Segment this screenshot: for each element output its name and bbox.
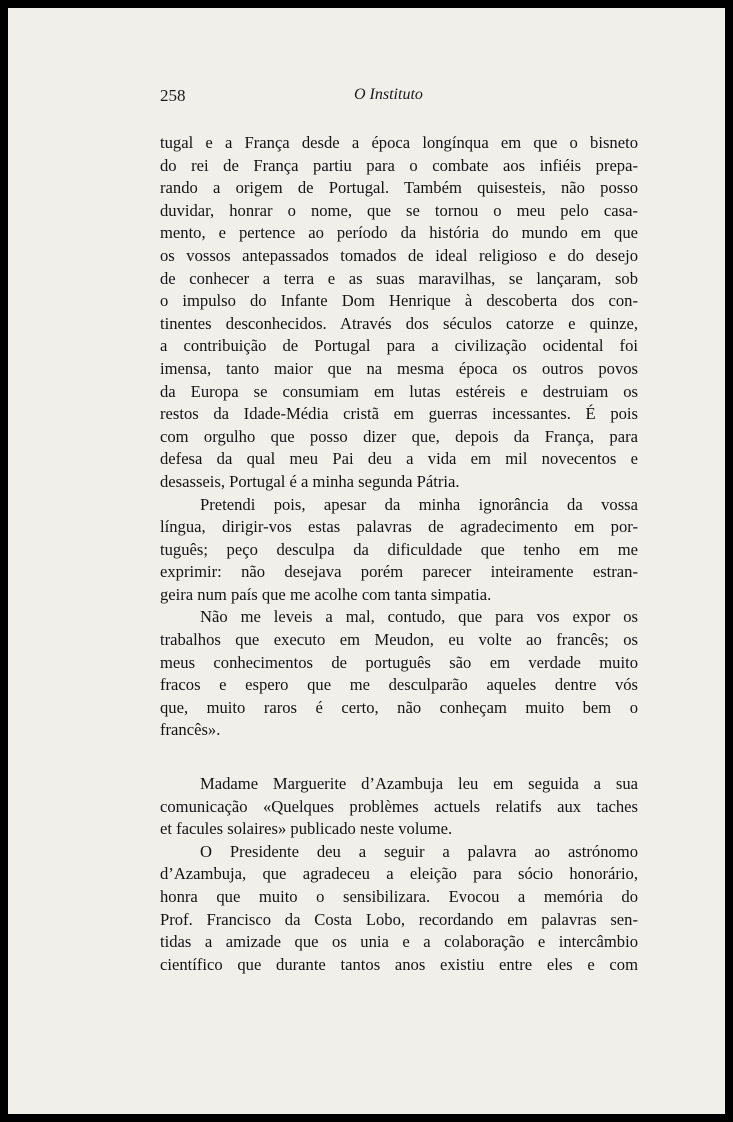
text-line: tugal e a França desde a época longínqua em que o bisneto: [160, 133, 638, 152]
text-line: mento, e pertence ao período da história do mundo em que: [160, 223, 638, 243]
text-line: trabalhos que executo em Meudon, eu volte ao francês; os: [160, 630, 638, 650]
text-line: et facules solaires» publicado neste volume.: [160, 819, 453, 839]
text-line: defesa da qual meu Pai deu a vida em mil novecentos e: [160, 449, 638, 469]
text-line: restos da Idade-Média cristã em guerras incessantes. É pois: [160, 404, 638, 424]
text-line: de conhecer a terra e as suas maravilhas, se lançaram, sob: [160, 268, 638, 288]
text-line: a contribuição de Portugal para a civilização ocidental foi: [160, 336, 638, 356]
text-line: que, muito raros é certo, não conheçam muito bem o: [160, 697, 638, 717]
section-gap: [160, 742, 638, 773]
text-line: Pretendi pois, apesar da minha ignorância da vossa: [200, 494, 638, 514]
text-line: exprimir: não desejava porém parecer inteiramente estran-: [160, 562, 638, 582]
page-header: [160, 86, 636, 108]
running-title: O Instituto: [354, 86, 423, 103]
text-line: Prof. Francisco da Costa Lobo, recordando em palavras sen-: [160, 909, 638, 929]
text-line: fracos e espero que me desculparão aqueles dentre vós: [160, 675, 638, 695]
text-line: os vossos antepassados tomados de ideal religioso e do desejo: [160, 245, 638, 265]
text-line: comunicação «Quelques problèmes actuels relatifs aux taches: [160, 796, 638, 816]
text-line: Madame Marguerite d’Azambuja leu em seguida a sua: [200, 774, 638, 794]
text-line: honra que muito o sensibilizara. Evocou a memória do: [160, 887, 638, 906]
text-line: duvidar, honrar o nome, que se tornou o meu pelo casa-: [160, 200, 638, 220]
body-text: [160, 132, 638, 976]
text-line: do rei de França partiu para o combate aos infiéis prepa-: [160, 155, 638, 175]
text-line: O Presidente deu a seguir a palavra ao astrónomo: [200, 841, 638, 861]
text-line: desasseis, Portugal é a minha segunda Pátria.: [160, 471, 460, 491]
text-line: científico que durante tantos anos existiu entre eles e com: [160, 954, 638, 974]
text-line: imensa, tanto maior que na mesma época os outros povos: [160, 358, 638, 378]
text-line: geira num país que me acolhe com tanta simpatia.: [160, 584, 492, 604]
text-line: rando a origem de Portugal. Também quisesteis, não posso: [160, 178, 638, 198]
text-line: meus conhecimentos de português são em verdade muito: [160, 652, 638, 672]
page-number: 258: [160, 86, 186, 105]
text-line: com orgulho que posso dizer que, depois da França, para: [160, 426, 638, 446]
text-line: francês».: [160, 720, 221, 740]
text-line: d’Azambuja, que agradeceu a eleição para sócio honorário,: [160, 864, 638, 884]
text-line: da Europa se consumiam em lutas estéreis e destruiam os: [160, 381, 638, 401]
document-page: [8, 8, 725, 1114]
text-line: Não me leveis a mal, contudo, que para vos expor os: [200, 607, 638, 627]
text-line: tinentes desconhecidos. Através dos séculos catorze e quinze,: [160, 313, 638, 333]
text-line: o impulso do Infante Dom Henrique à descoberta dos con-: [160, 291, 638, 311]
text-line: tuguês; peço desculpa da dificuldade que tenho em me: [160, 539, 638, 559]
text-line: tidas a amizade que os unia e a colaboração e intercâmbio: [160, 932, 638, 952]
text-line: língua, dirigir-vos estas palavras de agradecimento em por-: [160, 517, 638, 537]
